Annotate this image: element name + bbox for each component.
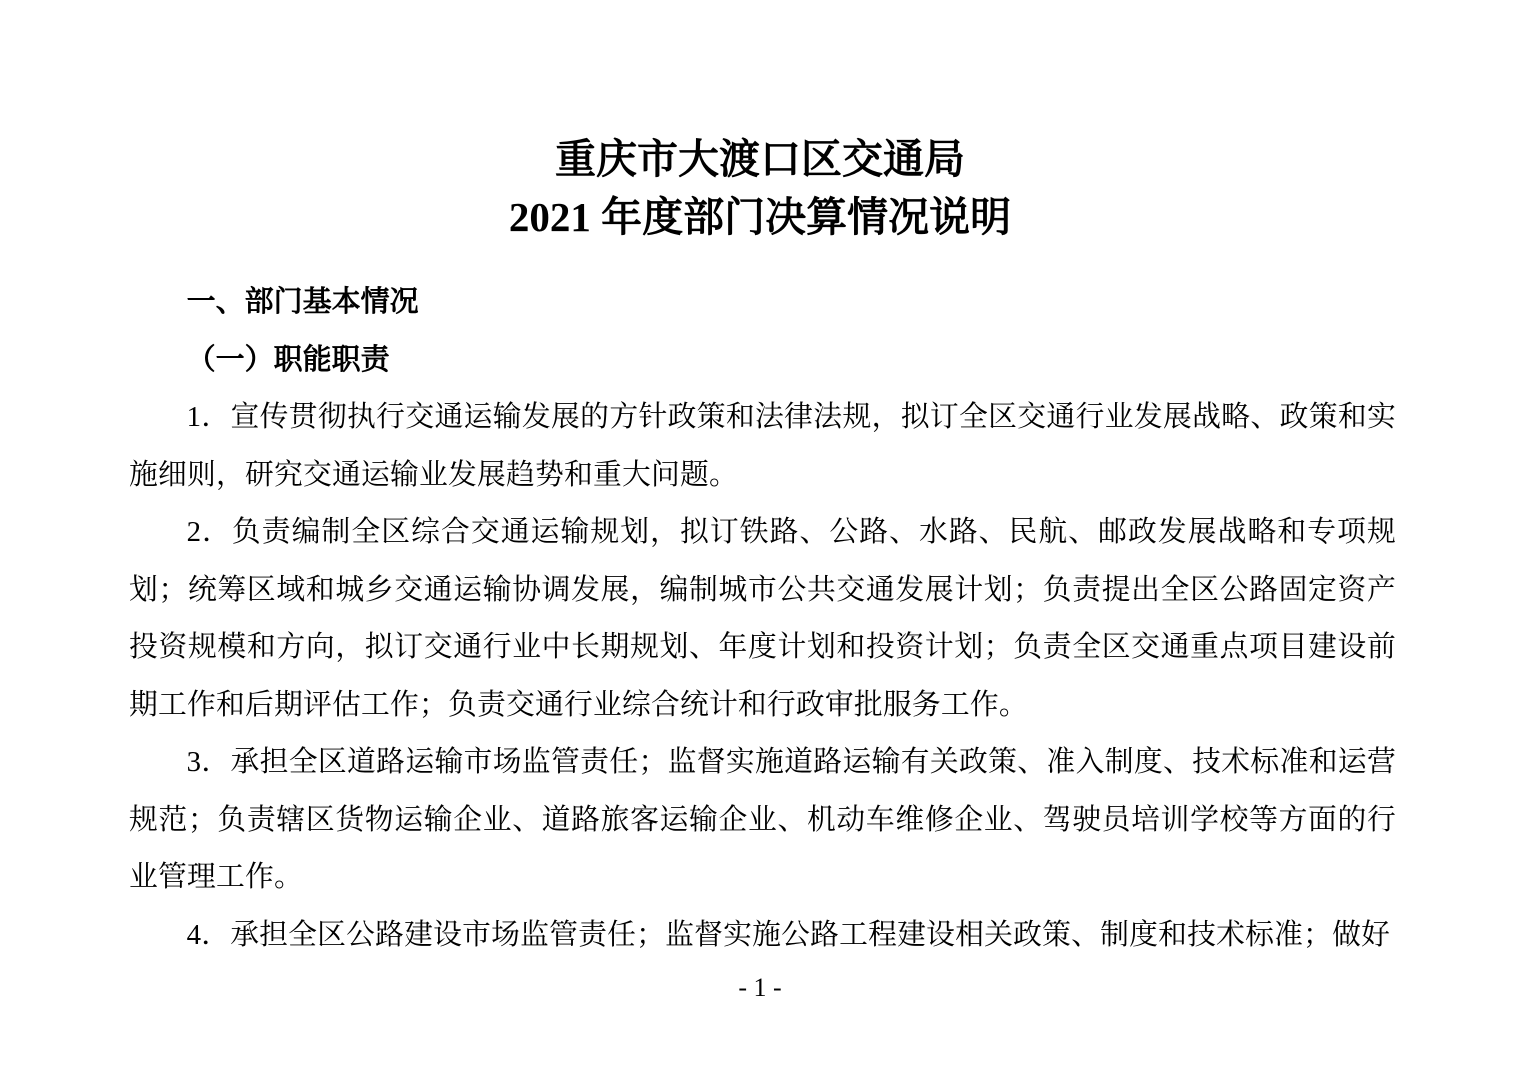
subsection-heading-duties: （一）职能职责 [186,343,390,376]
document-title-line-1: 重庆市大渡口区交通局 [555,136,965,182]
document-title [0,131,1520,246]
paragraph-duty-3: 3．承担全区道路运输市场监管责任；监督实施道路运输有关政策、准入制度、技术标准和运营规范；负责辖区货物运输企业、道路旅客运输企业、机动车维修企业、驾驶员培训学校等方面的行业管理工作。 [129,746,1396,893]
section-heading-basic-info: 一、部门基本情况 [186,286,419,318]
document-title-line-2: 2021 年度部门决算情况说明 [508,193,1012,240]
page-number: - 1 - [738,973,782,1002]
document-body [129,274,1396,964]
paragraph-duty-4: 4．承担全区公路建设市场监管责任；监督实施公路工程建设相关政策、制度和技术标准；做好 [186,918,1391,951]
paragraph-duty-1: 1．宣传贯彻执行交通运输发展的方针政策和法律法规，拟订全区交通行业发展战略、政策和实施细则，研究交通运输业发展趋势和重大问题。 [129,401,1396,491]
paragraph-duty-2: 2．负责编制全区综合交通运输规划，拟订铁路、公路、水路、民航、邮政发展战略和专项规划；统筹区域和城乡交通运输协调发展，编制城市公共交通发展计划；负责提出全区公路固定资产投资规模和方向，拟订交通行业中长期规划、年度计划和投资计划；负责全区交通重点项目建设前期工作和后期评估工作；负责交通行业综合统计和行政审批服务工作。 [129,516,1396,721]
